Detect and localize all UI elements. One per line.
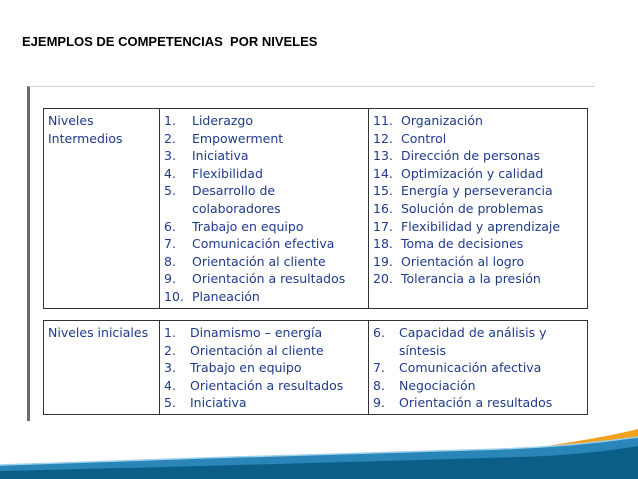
item-number: 9. — [373, 395, 385, 411]
level-cell-intermedios — [44, 109, 160, 309]
item-text: Solución de problemas — [401, 200, 544, 216]
list-item — [373, 218, 583, 236]
item-number: 10. — [164, 288, 184, 304]
item-number: 2. — [164, 130, 176, 146]
competency-column-2 — [369, 109, 588, 309]
list-item — [373, 147, 583, 165]
item-text: Dinamismo – energía — [190, 325, 323, 340]
list-item — [164, 288, 364, 306]
item-number: 1. — [164, 325, 176, 340]
item-number: 15. — [373, 183, 393, 199]
item-text: Orientación a resultados — [399, 395, 553, 411]
item-text: Flexibilidad y aprendizaje — [401, 218, 561, 234]
item-text: Energía y perseverancia — [401, 183, 553, 199]
list-item — [164, 253, 364, 271]
list-item — [373, 359, 583, 377]
competency-column-2 — [369, 321, 588, 415]
item-number: 4. — [164, 377, 176, 393]
item-number: 18. — [373, 236, 393, 252]
level-label-line1: Niveles — [48, 113, 94, 128]
item-text: Flexibilidad — [192, 165, 263, 181]
item-number: 2. — [164, 342, 176, 358]
item-number: 17. — [373, 218, 393, 234]
item-number: 12. — [373, 130, 393, 146]
item-number: 16. — [373, 200, 393, 216]
item-number: 8. — [164, 253, 176, 269]
list-item — [164, 324, 364, 342]
list-item — [164, 130, 364, 148]
competencies-table-intermedios — [43, 108, 588, 309]
item-number: 7. — [373, 360, 385, 376]
list-item — [164, 112, 364, 130]
item-text: Iniciativa — [190, 395, 247, 411]
item-text: Trabajo en equipo — [190, 360, 302, 376]
item-text: Planeación — [192, 288, 260, 304]
item-text: Orientación a resultados — [192, 271, 346, 287]
item-number: 5. — [164, 183, 176, 199]
item-number: 9. — [164, 271, 176, 287]
competency-list — [164, 112, 364, 306]
item-number: 19. — [373, 253, 393, 269]
item-text: Orientación al cliente — [192, 253, 326, 269]
list-item — [164, 218, 364, 236]
list-item — [373, 235, 583, 253]
list-item — [164, 342, 364, 360]
item-text: Orientación a resultados — [190, 377, 344, 393]
item-text: Iniciativa — [192, 148, 249, 164]
list-item — [373, 377, 583, 395]
table-row — [44, 321, 588, 415]
item-text: Empowerment — [192, 130, 284, 146]
item-text: Optimización y calidad — [401, 165, 544, 181]
item-number: 6. — [373, 325, 385, 340]
list-item — [373, 253, 583, 271]
item-text: Dirección de personas — [401, 148, 541, 164]
list-item — [164, 235, 364, 253]
list-item — [164, 182, 364, 217]
item-number: 11. — [373, 113, 393, 128]
item-number: 6. — [164, 218, 176, 234]
item-number: 5. — [164, 395, 176, 411]
list-item — [373, 182, 583, 200]
decorative-wave-band — [0, 419, 638, 479]
item-text: Toma de decisiones — [401, 236, 524, 252]
item-text: Desarrollo de colaboradores — [192, 183, 281, 216]
list-item — [373, 130, 583, 148]
item-text: Liderazgo — [192, 113, 254, 128]
competency-column-1 — [160, 321, 369, 415]
level-label-line2: Intermedios — [48, 131, 123, 146]
list-item — [164, 394, 364, 412]
list-item — [373, 165, 583, 183]
item-text: Orientación al cliente — [190, 342, 324, 358]
list-item — [164, 377, 364, 395]
item-text: Comunicación efectiva — [192, 236, 335, 252]
list-item — [164, 270, 364, 288]
item-text: Trabajo en equipo — [192, 218, 304, 234]
level-cell-iniciales — [44, 321, 160, 415]
list-item — [164, 165, 364, 183]
competency-list — [373, 112, 583, 288]
item-number: 14. — [373, 165, 393, 181]
slide-title: EJEMPLOS DE COMPETENCIAS POR NIVELES — [22, 34, 318, 49]
level-label: Niveles iniciales — [48, 325, 149, 340]
item-number: 13. — [373, 148, 393, 164]
list-item — [373, 394, 583, 412]
item-number: 3. — [164, 360, 176, 376]
item-number: 4. — [164, 165, 176, 181]
item-number: 20. — [373, 271, 393, 287]
item-text: Tolerancia a la presión — [401, 271, 541, 287]
item-number: 1. — [164, 113, 176, 128]
competency-column-1 — [160, 109, 369, 309]
list-item — [164, 359, 364, 377]
item-text: Orientación al logro — [401, 253, 525, 269]
table-row — [44, 109, 588, 309]
list-item — [373, 200, 583, 218]
item-text: Organización — [401, 113, 483, 128]
item-text: Capacidad de análisis y síntesis — [399, 325, 547, 358]
list-item — [373, 270, 583, 288]
item-number: 3. — [164, 148, 176, 164]
competency-list — [373, 324, 583, 412]
list-item — [373, 112, 583, 130]
list-item — [373, 324, 583, 359]
item-number: 7. — [164, 236, 176, 252]
list-item — [164, 147, 364, 165]
item-text: Control — [401, 130, 447, 146]
competencies-table-iniciales — [43, 320, 588, 415]
item-text: Comunicación afectiva — [399, 360, 542, 376]
item-text: Negociación — [399, 377, 476, 393]
item-number: 8. — [373, 377, 385, 393]
competency-list — [164, 324, 364, 412]
